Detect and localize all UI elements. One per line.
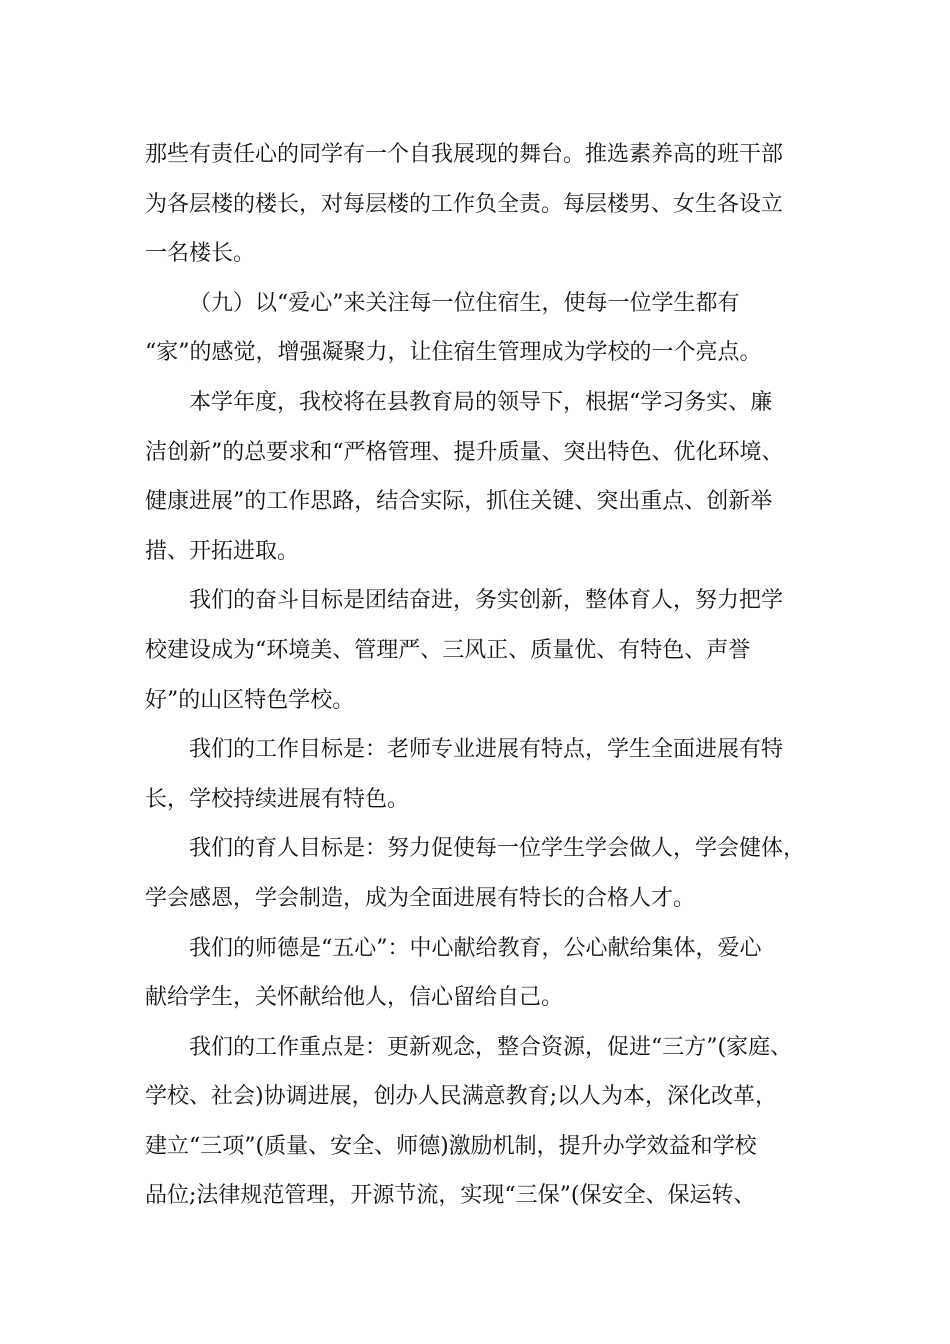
paragraph [145,725,815,824]
paragraph [145,130,815,279]
paragraph [145,279,815,378]
text-line: 我们的育人目标是：努力促使每一位学生学会做人，学会健体， [189,836,806,862]
text-line: 好”的山区特色学校。 [145,687,355,713]
text-line: 我们的奋斗目标是团结奋进，务实创新，整体育人，努力把学 [189,588,784,614]
text-line: 那些有责任心的同学有一个自我展现的舞台。推选素养高的班干部 [145,142,784,167]
text-line: 一名楼长。 [145,241,256,267]
paragraph [145,924,815,1023]
paragraph [145,824,815,923]
text-line: （九）以“爱心”来关注每一位住宿生，使每一位学生都有 [189,290,740,316]
paragraph [145,378,815,576]
text-line: “家”的感觉，增强凝聚力，让住宿生管理成为学校的一个亮点。 [145,340,762,366]
paragraph [145,576,815,725]
text-line: 我们的师德是“五心”：中心献给教育，公心献给集体，爱心 [189,935,762,961]
text-line: 建立“三项”(质量、安全、师德)激励机制，提升办学效益和学校 [145,1133,757,1159]
text-line: 措、开拓进取。 [145,538,300,564]
text-line: 我们的工作目标是：老师专业进展有特点，学生全面进展有特 [189,737,784,763]
text-line: 为各层楼的楼长，对每层楼的工作负全责。每层楼男、女生各设立 [145,191,784,217]
text-line: 校建设成为“环境美、管理严、三风正、质量优、有特色、声誉 [145,637,751,663]
text-line: 健康进展”的工作思路，结合实际，抓住关键、突出重点、创新举 [145,489,773,515]
text-line: 洁创新”的总要求和“严格管理、提升质量、突出特色、优化环境、 [145,439,784,465]
text-line: 长，学校持续进展有特色。 [145,786,410,812]
document-body [145,130,815,1221]
paragraph [145,1023,815,1221]
text-line: 献给学生，关怀献给他人，信心留给自己。 [145,985,564,1011]
text-line: 学校、社会)协调进展，创办人民满意教育;以人为本，深化改革， [145,1084,777,1110]
text-line: 我们的工作重点是：更新观念，整合资源，促进“三方”(家庭、 [189,1034,793,1060]
text-line: 学会感恩，学会制造，成为全面进展有特长的合格人才。 [145,885,696,911]
text-line: 本学年度，我校将在县教育局的领导下，根据“学习务实、廉 [189,389,773,415]
text-line: 品位;法律规范管理，开源节流，实现“三保”(保安全、保运转、 [145,1183,756,1209]
